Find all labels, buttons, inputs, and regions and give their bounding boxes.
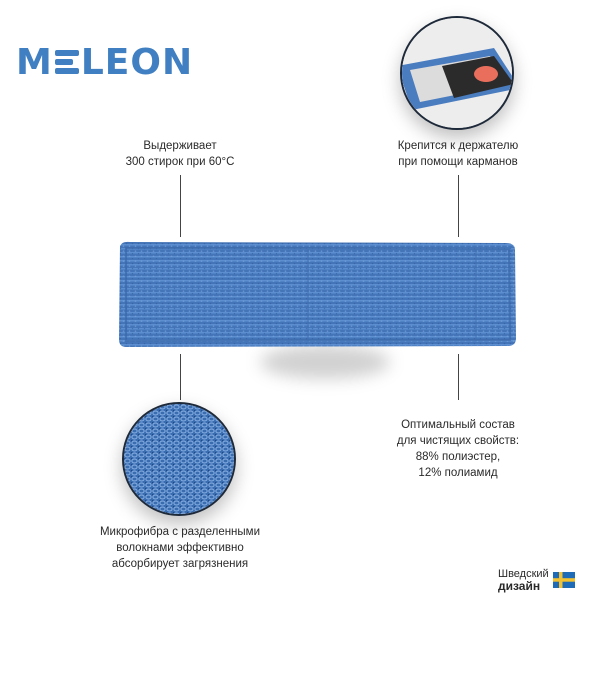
caption-line: Микрофибра с разделенными <box>99 526 261 538</box>
brand-logo <box>16 42 193 83</box>
caption-holder-pockets <box>378 138 538 170</box>
connector-line-top-right <box>458 175 459 237</box>
caption-line: абсорбирует загрязнения <box>111 558 249 570</box>
caption-wash-durability <box>100 138 260 170</box>
swedish-design-badge <box>498 568 549 592</box>
caption-line: при помощи карманов <box>398 156 518 168</box>
holder-pocket-illustration <box>402 18 512 128</box>
caption-line: волокнами эффективно <box>116 542 244 554</box>
sweden-flag-icon <box>553 572 575 588</box>
connector-line-bottom-right <box>458 354 459 400</box>
logo-e-mark-icon <box>55 48 79 75</box>
caption-line: 88% полиэстер, <box>415 451 501 463</box>
microfiber-closeup-image <box>122 402 236 516</box>
mop-pad-image <box>116 240 518 350</box>
badge-line-2: дизайн <box>498 579 541 593</box>
holder-pocket-image <box>400 16 514 130</box>
caption-line: для чистящих свойств: <box>396 435 520 447</box>
caption-line: 300 стирок при 60°C <box>125 156 235 168</box>
connector-line-bottom-left <box>180 354 181 400</box>
badge-line-1: Шведский <box>498 568 549 580</box>
connector-line-top-left <box>180 175 181 237</box>
logo-letter-m: M <box>16 42 53 83</box>
mop-pad-shadow <box>260 345 390 379</box>
microfiber-texture <box>124 404 234 514</box>
caption-composition <box>378 417 538 481</box>
caption-line: Выдерживает <box>143 140 217 152</box>
logo-letters-leon: LEON <box>80 42 194 83</box>
caption-line: Крепится к держателю <box>397 140 519 152</box>
caption-line: 12% полиамид <box>418 467 498 479</box>
caption-microfiber <box>88 524 272 572</box>
caption-line: Оптимальный состав <box>401 419 515 431</box>
